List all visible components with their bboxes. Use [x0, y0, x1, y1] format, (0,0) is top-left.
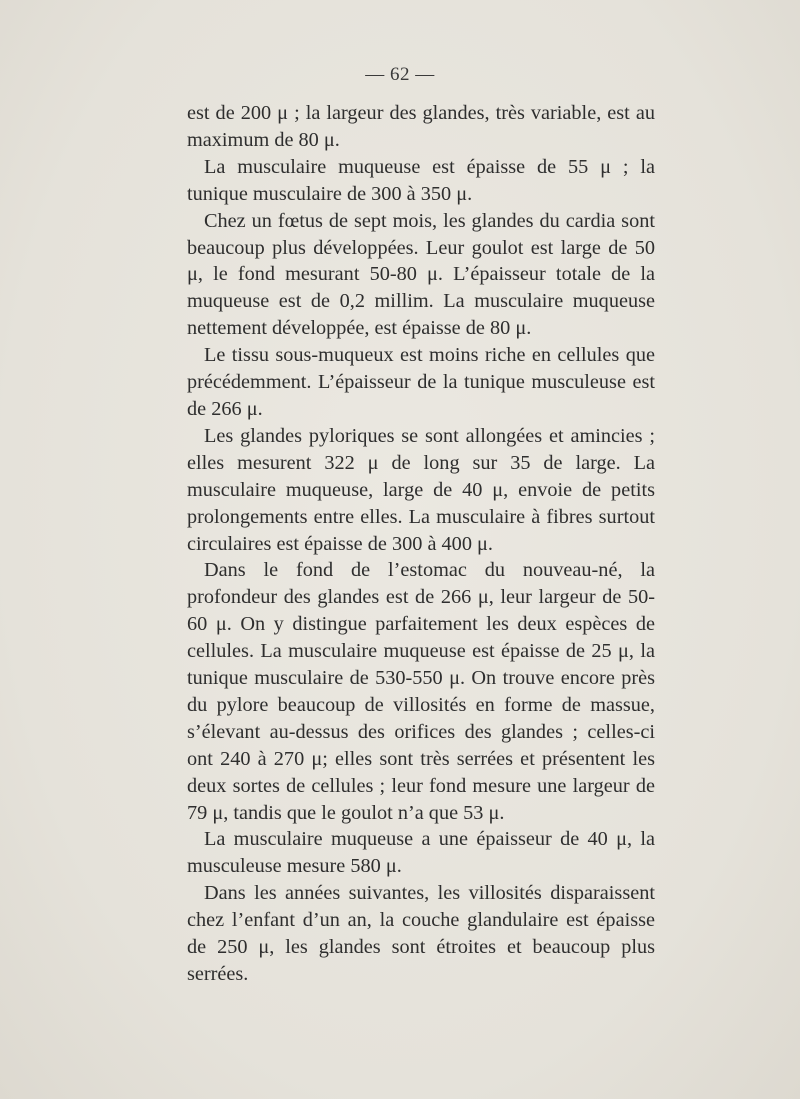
paragraph-1: est de 200 μ ; la largeur des glandes, très variable, est au maximum de 80 μ.: [187, 102, 655, 151]
paragraph-5: Les glandes pyloriques se sont allongées et amincies ; elles mesurent 322 μ de long sur 35 de large. La musculaire muqueuse, large de 40 μ, envoie de petits prolongements entre elles. La musculaire à fibres surtout circulaires est épaisse de 300 à 400 μ.: [187, 424, 655, 555]
body-text: [187, 100, 655, 988]
paragraph-3: Chez un fœtus de sept mois, les glandes du cardia sont beaucoup plus développées. Leur goulot est large de 50 μ, le fond mesurant 50-80 μ. L’épaisseur totale de la muqueuse est de 0,2 millim. La musculaire muqueuse nettement développée, est épaisse de 80 μ.: [187, 209, 655, 340]
paragraph-2: La musculaire muqueuse est épaisse de 55 μ ; la tunique musculaire de 300 à 350 μ.: [187, 155, 655, 205]
paragraph-4: Le tissu sous-muqueux est moins riche en cellules que précédemment. L’épaisseur de la tunique musculeuse est de 266 μ.: [187, 344, 655, 420]
page-number: — 62 —: [365, 64, 435, 85]
paragraph-6: Dans le fond de l’estomac du nouveau-né, la profondeur des glandes est de 266 μ, leur largeur de 50-60 μ. On y distingue parfaitement les deux espèces de cellules. La musculaire muqueuse est épaisse de 25 μ, la tunique musculaire de 530-550 μ. On trouve encore près du pylore beaucoup de villosités en forme de massue, s’élevant au-dessus des orifices des glandes ; celles-ci ont 240 à 270 μ; elles sont très serrées et présentent les deux sortes de cellules ; leur fond mesure une largeur de 79 μ, tandis que le goulot n’a que 53 μ.: [187, 559, 655, 824]
paragraph-8: Dans les années suivantes, les villosités disparaissent chez l’enfant d’un an, la couche glandulaire est épaisse de 250 μ, les glandes sont étroites et beaucoup plus serrées.: [187, 882, 655, 985]
paragraph-7: La musculaire muqueuse a une épaisseur de 40 μ, la musculeuse mesure 580 μ.: [187, 828, 655, 878]
